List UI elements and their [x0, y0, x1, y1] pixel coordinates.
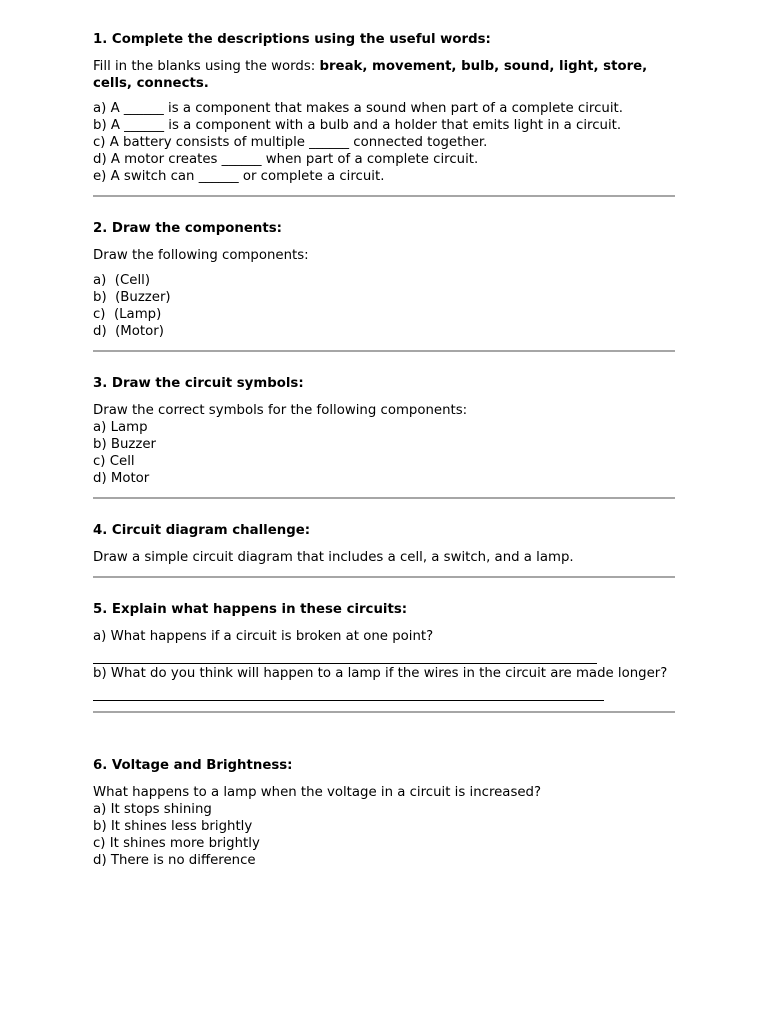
section-2-item-b: b) (Buzzer) — [93, 290, 171, 305]
section-1-intro-prefix: Fill in the blanks using the words: — [93, 59, 320, 74]
section-4-heading: 4. Circuit diagram challenge: — [93, 523, 311, 538]
section-3-item-a: a) Lamp — [93, 420, 148, 435]
section-6 — [93, 757, 675, 869]
section-5-question-b: b) What do you think will happen to a lamp if the wires in the circuit are made longer? — [93, 666, 668, 681]
section-divider — [93, 497, 675, 499]
section-2-heading: 2. Draw the components: — [93, 221, 282, 236]
answer-line-a[interactable] — [93, 663, 597, 664]
section-6-option-b: b) It shines less brightly — [93, 819, 253, 834]
section-2-item-a: a) (Cell) — [93, 273, 151, 288]
section-3-items — [93, 419, 675, 487]
section-3-item-b: b) Buzzer — [93, 437, 157, 452]
section-1-word-bank: break, movement, bulb, sound, light, store, cells, connects. — [93, 59, 648, 91]
section-3-item-d: d) Motor — [93, 471, 150, 486]
section-6-option-d: d) There is no difference — [93, 853, 256, 868]
section-divider — [93, 576, 675, 578]
section-4-intro: Draw a simple circuit diagram that includes a cell, a switch, and a lamp. — [93, 550, 574, 565]
section-3 — [93, 375, 675, 487]
section-divider — [93, 350, 675, 352]
section-2-item-c: c) (Lamp) — [93, 307, 162, 322]
section-6-option-c: c) It shines more brightly — [93, 836, 260, 851]
section-1-item-a: a) A ______ is a component that makes a sound when part of a complete circuit. — [93, 101, 623, 116]
section-1-heading: 1. Complete the descriptions using the useful words: — [93, 32, 491, 47]
section-4 — [93, 522, 675, 566]
section-5 — [93, 601, 675, 701]
section-6-heading: 6. Voltage and Brightness: — [93, 758, 293, 773]
section-6-option-a: a) It stops shining — [93, 802, 212, 817]
section-divider — [93, 195, 675, 197]
section-2 — [93, 220, 675, 340]
section-2-items — [93, 272, 675, 340]
section-3-item-c: c) Cell — [93, 454, 135, 469]
section-5-heading: 5. Explain what happens in these circuits: — [93, 602, 408, 617]
section-2-intro: Draw the following components: — [93, 248, 309, 263]
section-3-intro: Draw the correct symbols for the following components: — [93, 403, 468, 418]
section-6-options — [93, 801, 675, 869]
section-1-item-e: e) A switch can ______ or complete a circuit. — [93, 169, 385, 184]
section-3-heading: 3. Draw the circuit symbols: — [93, 376, 304, 391]
section-6-intro: What happens to a lamp when the voltage in a circuit is increased? — [93, 785, 542, 800]
section-1-item-d: d) A motor creates ______ when part of a complete circuit. — [93, 152, 479, 167]
section-1-item-c: c) A battery consists of multiple ______ connected together. — [93, 135, 488, 150]
worksheet-content — [93, 31, 675, 869]
spacer — [93, 713, 675, 757]
answer-line-b[interactable] — [93, 700, 604, 701]
section-1-items — [93, 100, 675, 185]
section-1 — [93, 31, 675, 185]
section-5-question-a: a) What happens if a circuit is broken at one point? — [93, 629, 434, 644]
section-1-item-b: b) A ______ is a component with a bulb and a holder that emits light in a circuit. — [93, 118, 622, 133]
section-2-item-d: d) (Motor) — [93, 324, 164, 339]
section-1-intro — [93, 58, 675, 92]
